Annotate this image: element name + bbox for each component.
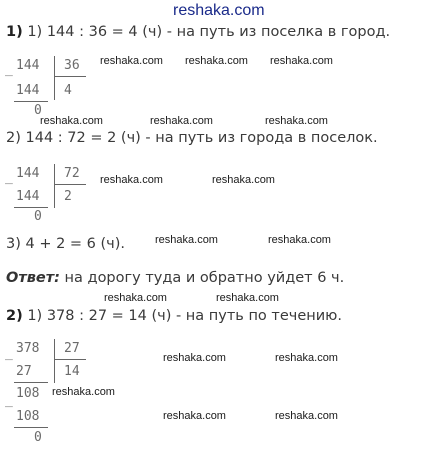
watermark: reshaka.com	[155, 234, 218, 246]
minus-sign: _	[5, 170, 13, 185]
task2-step1-line	[6, 308, 342, 324]
watermark: reshaka.com	[163, 352, 226, 364]
remainder: 0	[34, 430, 42, 445]
divisor: 27	[64, 341, 80, 356]
task1-step1-text: 1) 144 : 36 = 4 (ч) - на путь из поселка в город.	[27, 24, 391, 40]
divisor-underline	[54, 76, 86, 77]
dividend: 144	[16, 58, 40, 73]
task1-step2-text: 2) 144 : 72 = 2 (ч) - на путь из города в поселок.	[6, 130, 378, 146]
minus-sign: _	[5, 393, 13, 408]
divisor-underline	[54, 359, 86, 360]
remainder: 0	[34, 103, 42, 118]
watermark: reshaka.com	[270, 55, 333, 67]
answer-line	[6, 270, 344, 286]
answer-label: Ответ:	[6, 270, 60, 286]
watermark: reshaka.com	[268, 234, 331, 246]
watermark: reshaka.com	[212, 174, 275, 186]
task2-step1-text: 1) 378 : 27 = 14 (ч) - на путь по течению.	[22, 308, 342, 324]
subtrahend: 144	[16, 189, 40, 204]
watermark: reshaka.com	[104, 292, 167, 304]
task1-step1-line	[6, 24, 390, 40]
divisor: 36	[64, 58, 80, 73]
subtraction-line	[14, 101, 48, 102]
division-bar	[54, 56, 55, 100]
watermark: reshaka.com	[100, 55, 163, 67]
answer-text: на дорогу туда и обратно уйдет 6 ч.	[59, 270, 345, 286]
site-watermark-header: reshaka.com	[173, 2, 265, 19]
watermark: reshaka.com	[40, 115, 103, 127]
watermark: reshaka.com	[275, 410, 338, 422]
minus-sign: _	[5, 62, 13, 77]
dividend: 378	[16, 341, 40, 356]
partial-dividend: 108	[16, 386, 40, 401]
dividend: 144	[16, 166, 40, 181]
watermark: reshaka.com	[100, 174, 163, 186]
watermark: reshaka.com	[52, 386, 115, 398]
watermark: reshaka.com	[216, 292, 279, 304]
watermark: reshaka.com	[275, 352, 338, 364]
quotient: 2	[64, 189, 72, 204]
subtraction-line	[14, 382, 48, 383]
divisor: 72	[64, 166, 80, 181]
division-bar	[54, 339, 55, 383]
watermark: reshaka.com	[185, 55, 248, 67]
task2-number: 2)	[6, 308, 23, 324]
quotient: 4	[64, 83, 72, 98]
remainder: 0	[34, 209, 42, 224]
watermark: reshaka.com	[265, 115, 328, 127]
minus-sign: _	[5, 346, 13, 361]
division-bar	[54, 164, 55, 208]
subtrahend: 108	[16, 409, 40, 424]
subtraction-line	[14, 427, 48, 428]
subtraction-line	[14, 207, 48, 208]
subtrahend: 27	[16, 364, 32, 379]
divisor-underline	[54, 184, 86, 185]
quotient: 14	[64, 364, 80, 379]
watermark: reshaka.com	[150, 115, 213, 127]
task1-number: 1)	[6, 24, 23, 40]
subtrahend: 144	[16, 83, 40, 98]
watermark: reshaka.com	[163, 410, 226, 422]
task1-step3-text: 3) 4 + 2 = 6 (ч).	[6, 236, 126, 252]
